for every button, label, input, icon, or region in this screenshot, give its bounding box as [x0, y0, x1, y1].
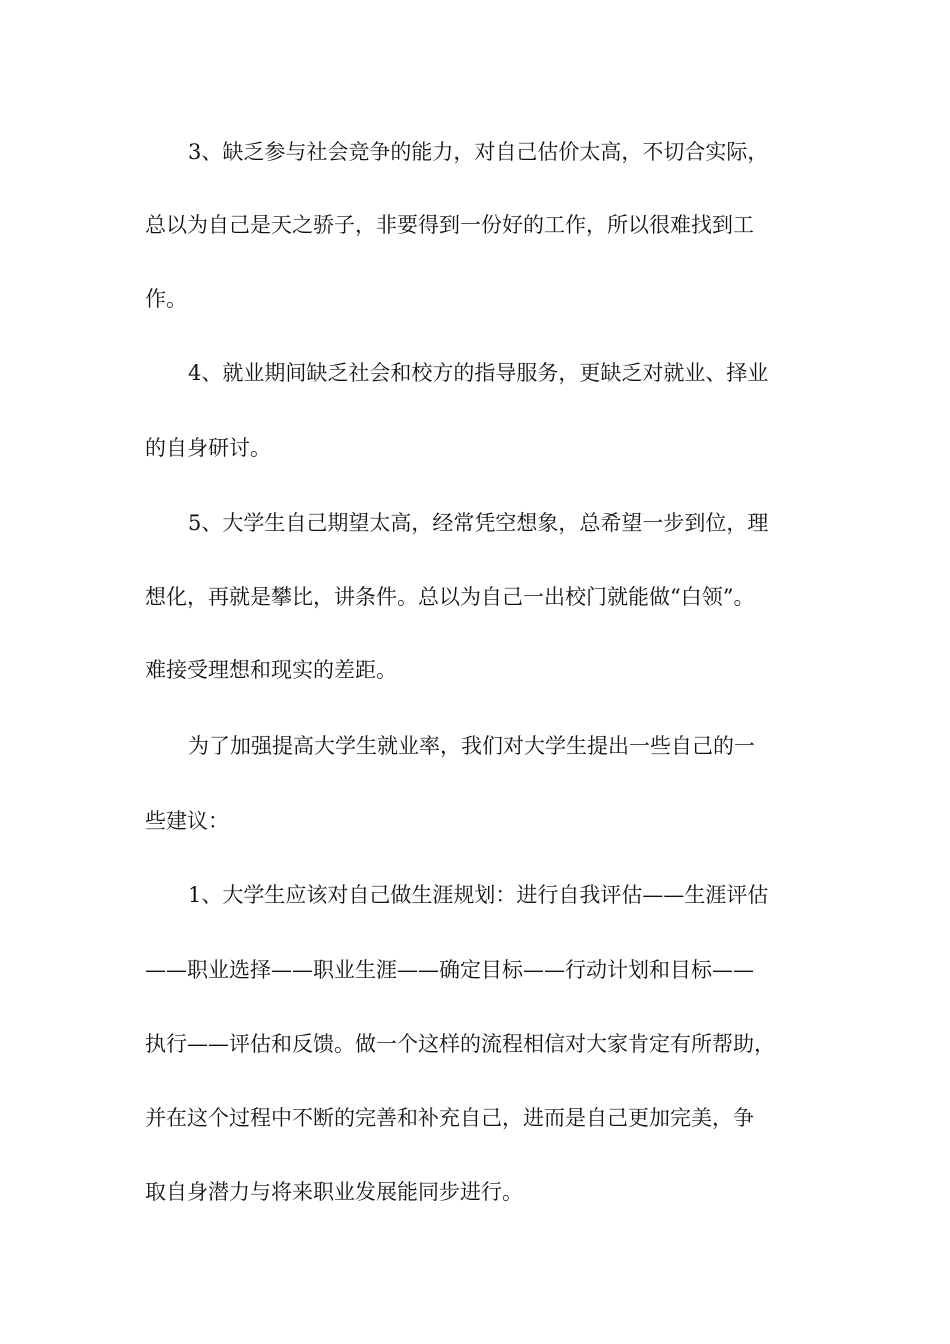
text-line: 取自身潜力与将来职业发展能同步进行。 [145, 1180, 523, 1204]
text-line: 5、大学生自己期望太高，经常凭空想象，总希望一步到位，理 [188, 511, 769, 535]
text-line: 难接受理想和现实的差距。 [145, 658, 397, 682]
text-line: 4、就业期间缺乏社会和校方的指导服务，更缺乏对就业、择业 [188, 361, 769, 385]
text-line: 的自身研讨。 [145, 436, 271, 460]
text-line: 并在这个过程中不断的完善和补充自己，进而是自己更加完美，争 [145, 1106, 754, 1130]
text-line: 3、缺乏参与社会竞争的能力，对自己估价太高，不切合实际， [188, 140, 769, 164]
text-line: 作。 [145, 287, 187, 311]
text-line: 总以为自己是天之骄子，非要得到一份好的工作，所以很难找到工 [145, 213, 754, 237]
text-line: 为了加强提高大学生就业率，我们对大学生提出一些自己的一 [188, 734, 755, 758]
text-line: ——职业选择——职业生涯——确定目标——行动计划和目标—— [145, 958, 754, 982]
text-line: 执行——评估和反馈。做一个这样的流程相信对大家肯定有所帮助， [145, 1032, 775, 1056]
text-line: 1、大学生应该对自己做生涯规划：进行自我评估——生涯评估 [188, 883, 769, 907]
text-line: 想化，再就是攀比，讲条件。总以为自己一出校门就能做“白领”。 [145, 585, 755, 609]
text-line: 些建议： [145, 809, 229, 833]
